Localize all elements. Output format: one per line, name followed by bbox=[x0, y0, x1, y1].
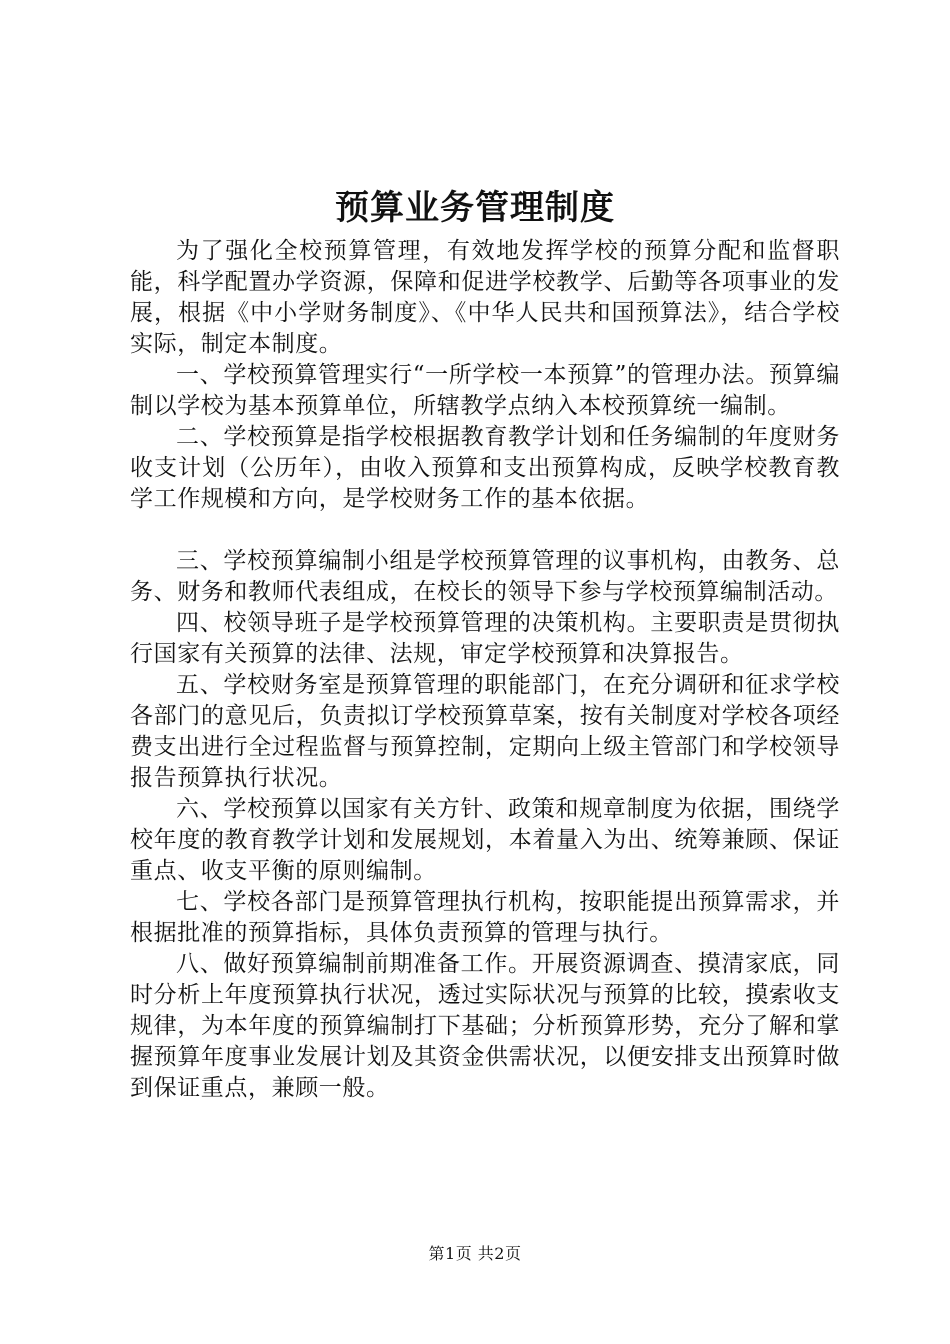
document-body bbox=[130, 236, 840, 1104]
paragraph-intro: 为了强化全校预算管理，有效地发挥学校的预算分配和监督职能，科学配置办学资源，保障和促进学校教学、后勤等各项事业的发展，根据《中小学财务制度》、《中华人民共和国预算法》，结合学校实际，制定本制度。 bbox=[130, 238, 840, 357]
paragraph-5: 五、学校财务室是预算管理的职能部门，在充分调研和征求学校各部门的意见后，负责拟订学校预算草案，按有关制度对学校各项经费支出进行全过程监督与预算控制，定期向上级主管部门和学校领导报告预算执行状况。 bbox=[130, 672, 840, 791]
page-number-footer: 第1页 共2页 bbox=[428, 1244, 522, 1263]
document-title: 预算业务管理制度 bbox=[335, 188, 615, 228]
paragraph-6: 六、学校预算以国家有关方针、政策和规章制度为依据，围绕学校年度的教育教学计划和发展规划，本着量入为出、统筹兼顾、保证重点、收支平衡的原则编制。 bbox=[130, 796, 840, 884]
paragraph-4: 四、校领导班子是学校预算管理的决策机构。主要职责是贯彻执行国家有关预算的法律、法规，审定学校预算和决算报告。 bbox=[130, 610, 840, 667]
paragraph-7: 七、学校各部门是预算管理执行机构，按职能提出预算需求，并根据批准的预算指标，具体负责预算的管理与执行。 bbox=[130, 889, 840, 946]
paragraph-8: 八、做好预算编制前期准备工作。开展资源调查、摸清家底，同时分析上年度预算执行状况，透过实际状况与预算的比较，摸索收支规律，为本年度的预算编制打下基础；分析预算形势，充分了解和掌握预算年度事业发展计划及其资金供需状况，以便安排支出预算时做到保证重点，兼顾一般。 bbox=[130, 951, 840, 1101]
paragraph-2: 二、学校预算是指学校根据教育教学计划和任务编制的年度财务收支计划（公历年），由收入预算和支出预算构成，反映学校教育教学工作规模和方向，是学校财务工作的基本依据。 bbox=[130, 424, 840, 512]
paragraph-1: 一、学校预算管理实行“一所学校一本预算”的管理办法。预算编制以学校为基本预算单位，所辖教学点纳入本校预算统一编制。 bbox=[130, 362, 840, 419]
paragraph-3: 三、学校预算编制小组是学校预算管理的议事机构，由教务、总务、财务和教师代表组成，在校长的领导下参与学校预算编制活动。 bbox=[130, 548, 840, 605]
